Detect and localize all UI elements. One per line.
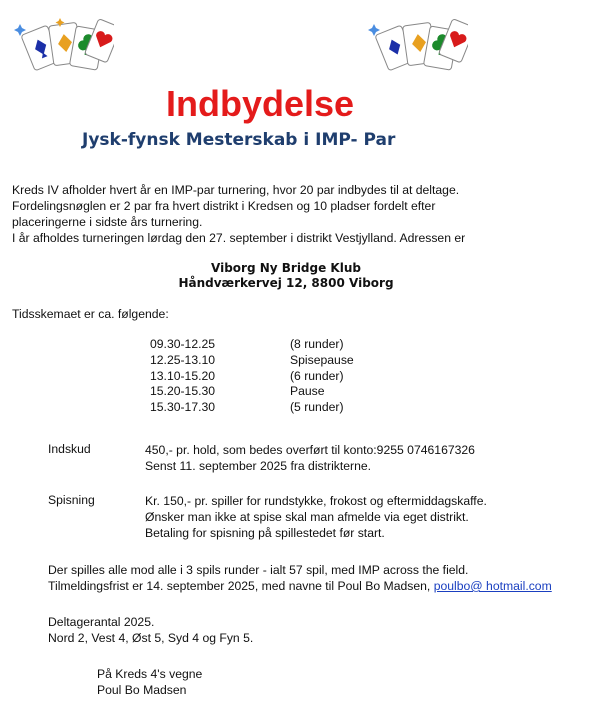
email-link[interactable]: poulbo@ hotmail.com: [433, 579, 552, 593]
indskud-line: Senst 11. september 2025 fra distrikterne.: [145, 459, 372, 473]
playing-cards-icon: [14, 16, 114, 78]
intro-line: placeringerne i sidste års turnering.: [12, 215, 203, 229]
spisning-line: Kr. 150,- pr. spiller for rundstykke, frokost og eftermiddagskaffe.: [145, 494, 487, 508]
intro-line: Fordelingsnøglen er 2 par fra hvert distrikt i Kredsen og 10 pladser fordelt efter: [12, 199, 436, 213]
schedule-time: 15.20-15.30: [150, 384, 216, 398]
spisning-label: Spisning: [48, 493, 95, 507]
spisning-line: Betaling for spisning på spillestedet før start.: [145, 526, 385, 540]
schedule-time: 12.25-13.10: [150, 353, 216, 367]
deadline-line: [48, 578, 552, 594]
indskud-label: Indskud: [48, 442, 91, 456]
participants-line: Nord 2, Vest 4, Øst 5, Syd 4 og Fyn 5.: [48, 631, 254, 645]
participants-heading: Deltagerantal 2025.: [48, 615, 155, 629]
schedule-time: 13.10-15.20: [150, 369, 216, 383]
deadline-text: Tilmeldingsfrist er 14. september 2025, med navne til Poul Bo Madsen,: [48, 579, 434, 593]
schedule-time: 15.30-17.30: [150, 400, 216, 414]
schedule-desc: (8 runder): [290, 337, 344, 351]
schedule-intro: Tidsskemaet er ca. følgende:: [12, 307, 169, 321]
signature-line: På Kreds 4's vegne: [97, 667, 203, 681]
intro-line: I år afholdes turneringen lørdag den 27. september i distrikt Vestjylland. Adressen er: [12, 231, 466, 245]
venue-name: Viborg Ny Bridge Klub: [211, 261, 361, 275]
schedule-desc: Spisepause: [290, 353, 354, 367]
schedule-desc: (5 runder): [290, 400, 344, 414]
page-subtitle: Jysk-fynsk Mesterskab i IMP- Par: [82, 130, 396, 150]
indskud-line: 450,- pr. hold, som bedes overført til konto:9255 0746167326: [145, 443, 475, 457]
rules-line: Der spilles alle mod alle i 3 spils runder - ialt 57 spil, med IMP across the field.: [48, 563, 469, 577]
signature-name: Poul Bo Madsen: [97, 683, 187, 697]
page-title: Indbydelse: [165, 83, 355, 124]
venue-address: Håndværkervej 12, 8800 Viborg: [178, 276, 394, 290]
playing-cards-icon: [368, 16, 468, 78]
schedule-time: 09.30-12.25: [150, 337, 216, 351]
schedule-desc: (6 runder): [290, 369, 344, 383]
schedule-desc: Pause: [290, 384, 325, 398]
intro-line: Kreds IV afholder hvert år en IMP-par turnering, hvor 20 par indbydes til at deltage.: [12, 183, 460, 197]
spisning-line: Ønsker man ikke at spise skal man afmelde via eget distrikt.: [145, 510, 469, 524]
